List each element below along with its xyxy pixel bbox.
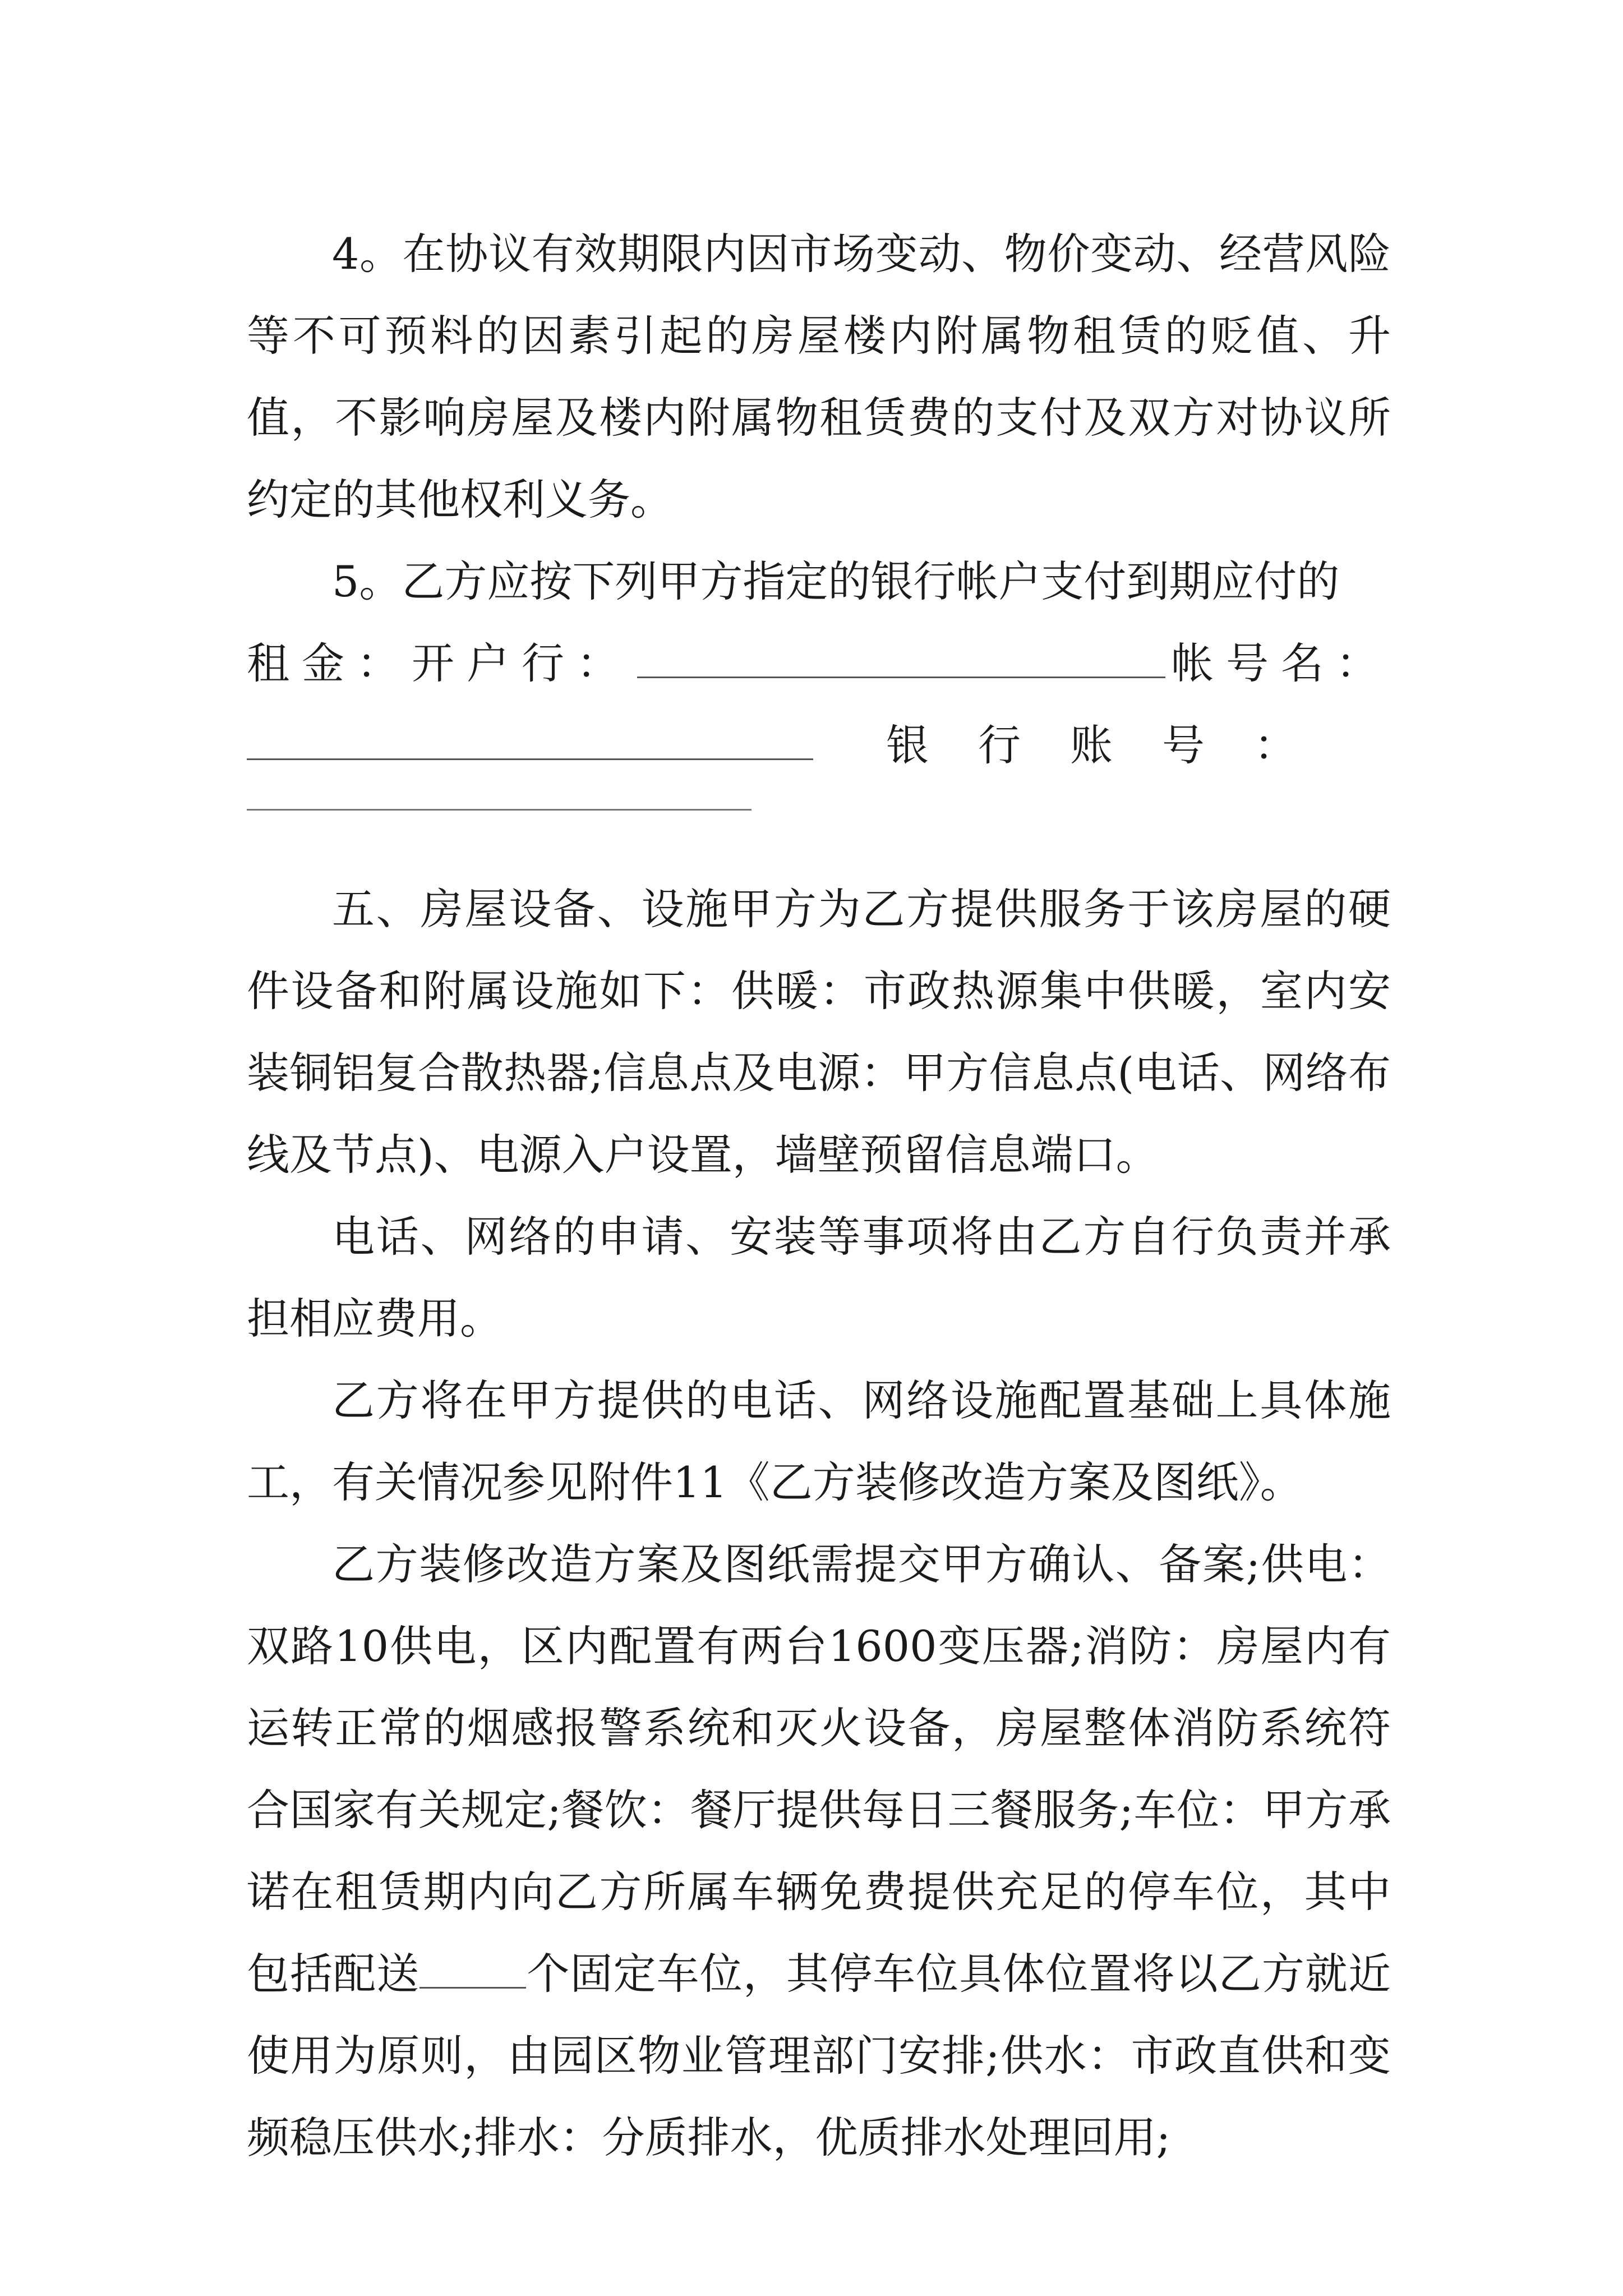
services-text-part1: 乙方装修改造方案及图纸需提交甲方确认、备案;供电：双路10供电，区内配置有两台1600变压器;消防：房屋内有运转正常的烟感报警系统和灭火设备，房屋整体消防系统符合国家有关规定;餐饮：餐厅提供每日三餐服务;车位：甲方承诺在租赁期内向乙方所属车辆免费提供充足的停车位，其中包括配送 [247,1539,1391,1999]
paragraph-telecom: 电话、网络的申请、安装等事项将由乙方自行负责并承担相应费用。 [247,1212,1391,1343]
paragraph-services [247,1524,1391,2179]
services-text-part2: 个固定车位，其停车位具体位置将以乙方就近使用为原则，由园区物业管理部门安排;供水：市政直供和变频稳压供水;排水：分质排水，优质排水处理回用; [247,1949,1391,2162]
bank-account-label: 银行账号： [886,720,1346,770]
account-name-label: 帐号名： [1171,638,1391,688]
paragraph-5-intro: 5。乙方应按下列甲方指定的银行帐户支付到期应付的 [332,556,1340,606]
bank-name-blank [637,642,1165,678]
rent-bank-label: 租金：开户行： [247,638,631,688]
paragraph-facilities: 五、房屋设备、设施甲方为乙方提供服务于该房屋的硬件设备和附属设施如下：供暖：市政热源集中供暖，室内安装铜铝复合散热器;信息点及电源：甲方信息点(电话、网络布线及节点)、电源入户设置，墙壁预留信息端口。 [247,884,1391,1180]
bank-row-2 [247,705,1391,786]
bank-row-1 [247,623,1391,705]
parking-count-blank [419,1952,526,1989]
bank-row-3 [247,786,1391,868]
account-name-blank [247,724,813,760]
document-page [247,213,1391,2179]
bank-account-blank [247,809,751,811]
paragraph-4: 4。在协议有效期限内因市场变动、物价变动、经营风险等不可预料的因素引起的房屋楼内附属物租赁的贬值、升值，不影响房屋及楼内附属物租赁费的支付及双方对协议所约定的其他权利义务。 [247,229,1391,524]
paragraph-construction: 乙方将在甲方提供的电话、网络设施配置基础上具体施工，有关情况参见附件11《乙方装修改造方案及图纸》。 [247,1375,1391,1507]
